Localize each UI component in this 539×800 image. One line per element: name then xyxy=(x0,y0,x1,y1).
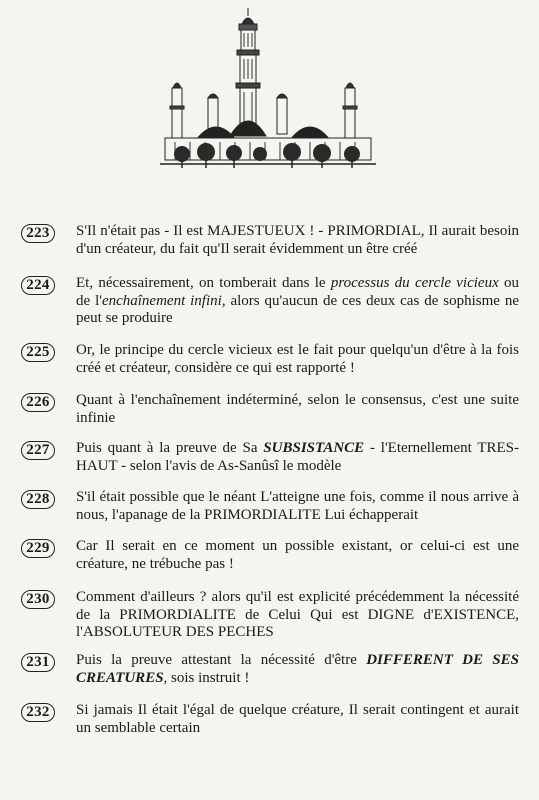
verse-number-badge: 224 xyxy=(21,276,55,295)
text-run: Comment d'ailleurs ? alors qu'il est explicité précédemment la nécessité de la PRIMORDIALITE de Celui Qui est DIGNE d'EXISTENCE, l'ABSOLUTEUR DES PECHES xyxy=(76,589,519,641)
text-run: Puis quant à la preuve de Sa xyxy=(76,440,264,456)
verse-text xyxy=(76,392,519,427)
text-run: Si jamais Il était l'égal de quelque créature, Il serait contingent et aurait un semblable certain xyxy=(76,702,519,736)
verse-number-badge: 229 xyxy=(21,539,55,558)
text-run: Puis la preuve attestant la nécessité d'être xyxy=(76,652,367,668)
verse-text xyxy=(76,440,519,475)
verse-number-badge: 227 xyxy=(21,441,55,460)
text-run: Car Il serait en ce moment un possible existant, or celui-ci est une créature, ne trébuche pas ! xyxy=(76,538,519,572)
verse-number-badge: 230 xyxy=(21,590,55,609)
verse-text xyxy=(76,223,519,258)
verse-number-badge: 232 xyxy=(21,703,55,722)
text-run: S'il était possible que le néant L'atteigne une fois, comme il nous arrive à nous, l'apanage de la PRIMORDIALITE Lui échapperait xyxy=(76,489,519,523)
text-run: Et, nécessairement, on tomberait dans le xyxy=(76,275,331,291)
verse-number-badge: 226 xyxy=(21,393,55,412)
verse-number-badge: 223 xyxy=(21,224,55,243)
emphasized-text: processus du cercle vicieux xyxy=(330,275,499,291)
text-run: Quant à l'enchaînement indéterminé, selon le consensus, c'est une suite infinie xyxy=(76,392,519,426)
verse-text xyxy=(76,275,519,328)
emphasized-text: SUBSISTANCE xyxy=(263,440,365,456)
verse-text xyxy=(76,702,519,737)
verse-text xyxy=(76,489,519,524)
text-run: - l'Eternellement TRES-HAUT - selon l'avis de As-Sanûsî le modèle xyxy=(76,440,520,474)
text-run: , alors qu'aucun de ces deux cas de sophisme ne peut se produire xyxy=(76,292,519,327)
verse-text xyxy=(76,342,519,377)
verse-number-badge: 225 xyxy=(21,343,55,362)
text-run: S'Il n'était pas - Il est MAJESTUEUX ! - PRIMORDIAL, Il aurait besoin d'un créateur, du fait qu'Il serait évidemment un être créé xyxy=(76,223,519,257)
text-run: Or, le principe du cercle vicieux est le fait pour quelqu'un d'être à la fois créé et créateur, considère ce qui est rapporté ! xyxy=(76,342,519,376)
emphasized-text: enchaînement infini xyxy=(101,292,222,309)
text-run: ou de l' xyxy=(76,275,520,309)
verse-text xyxy=(76,652,519,687)
verse-number-badge: 231 xyxy=(21,653,55,672)
text-run: , sois instruit ! xyxy=(163,669,250,686)
verse-text xyxy=(76,538,519,573)
verse-text xyxy=(76,589,519,642)
emphasized-text: DIFFERENT DE SES CREATURES xyxy=(76,652,519,686)
verse-number-badge: 228 xyxy=(21,490,55,509)
